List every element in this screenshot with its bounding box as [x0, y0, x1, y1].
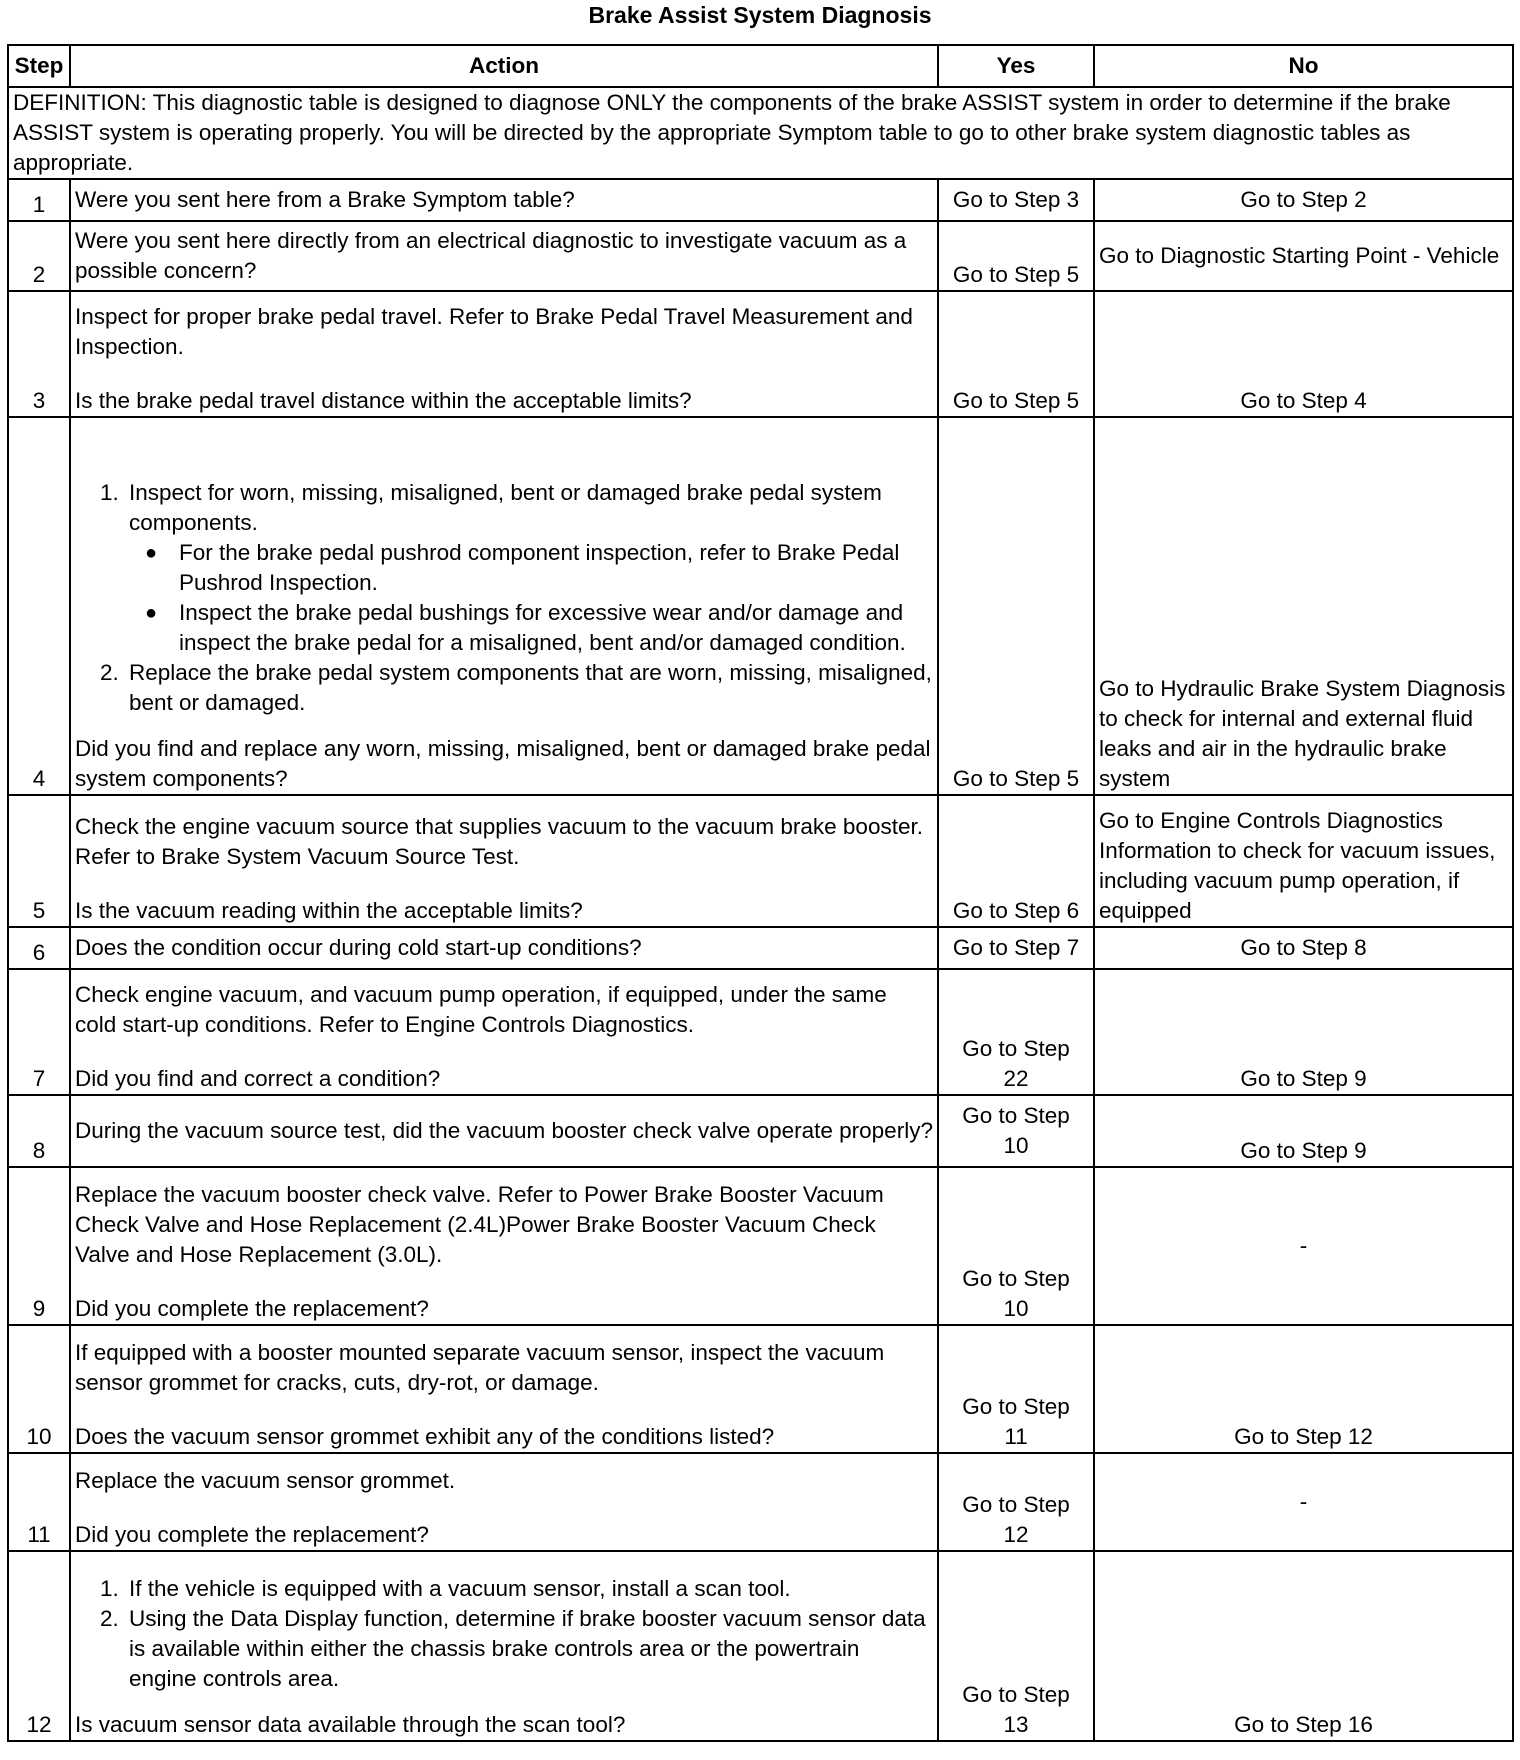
yes-link-label: Go to Step	[962, 1682, 1070, 1707]
table-row	[8, 179, 1513, 221]
yes-link-number: 13	[1003, 1712, 1029, 1737]
list-item: 1. If the vehicle is equipped with a vacuum sensor, install a scan tool.	[125, 1574, 933, 1604]
table-row	[8, 927, 1513, 969]
table-row	[8, 1453, 1513, 1551]
yes-link-number: 11	[1004, 1424, 1028, 1449]
action-text: If equipped with a booster mounted separate vacuum sensor, inspect the vacuum sensor grommet for cracks, cuts, dry-rot, or damage.	[75, 1340, 885, 1395]
yes-link[interactable]	[938, 1453, 1094, 1551]
step-number: 12	[8, 1551, 70, 1741]
action-question: Did you find and replace any worn, missing, misaligned, bent or damaged brake pedal system components?	[75, 736, 931, 791]
action-steps-list	[75, 1574, 933, 1694]
no-link[interactable]: Go to Step 16	[1094, 1551, 1513, 1741]
definition-row	[8, 87, 1513, 179]
step-number: 6	[8, 927, 70, 969]
action-text: During the vacuum source test, did the vacuum booster check valve operate properly?	[70, 1095, 938, 1167]
list-item-text: Inspect for worn, missing, misaligned, bent or damaged brake pedal system components.	[129, 480, 882, 535]
yes-link-number: 10	[1003, 1296, 1029, 1321]
action-text: Check engine vacuum, and vacuum pump operation, if equipped, under the same cold start-up conditions. Refer to Engine Controls Diagnostics.	[75, 982, 887, 1037]
yes-link-number: 22	[1003, 1066, 1029, 1091]
yes-link-label: Go to Step	[962, 1036, 1070, 1061]
table-row	[8, 1325, 1513, 1453]
yes-link[interactable]: Go to Step 7	[938, 927, 1094, 969]
table-row	[8, 1551, 1513, 1741]
action-cell	[70, 1551, 938, 1741]
action-text: Does the condition occur during cold start-up conditions?	[70, 927, 938, 969]
table-row	[8, 969, 1513, 1095]
header-step: Step	[8, 45, 70, 87]
no-link[interactable]: Go to Step 9	[1094, 1095, 1513, 1167]
step-number: 1	[8, 179, 70, 221]
action-text: Replace the vacuum sensor grommet.	[75, 1468, 456, 1493]
bullet-item: ● Inspect the brake pedal bushings for excessive wear and/or damage and inspect the brake pedal for a misaligned, bent and/or damaged condition.	[175, 598, 933, 658]
yes-link[interactable]: Go to Step 5	[938, 291, 1094, 417]
no-link[interactable]: Go to Step 2	[1094, 179, 1513, 221]
action-text: Check the engine vacuum source that supplies vacuum to the vacuum brake booster. Refer to Brake System Vacuum Source Test.	[75, 814, 923, 869]
step-number: 11	[8, 1453, 70, 1551]
list-item	[125, 478, 933, 658]
header-yes: Yes	[938, 45, 1094, 87]
no-link: -	[1094, 1167, 1513, 1325]
yes-link[interactable]: Go to Step 5	[938, 417, 1094, 795]
table-row	[8, 1095, 1513, 1167]
action-text: Inspect for proper brake pedal travel. Refer to Brake Pedal Travel Measurement and Inspection.	[75, 304, 913, 359]
yes-link-label: Go to Step	[962, 1103, 1070, 1128]
action-text: Replace the vacuum booster check valve. Refer to Power Brake Booster Vacuum Check Valve and Hose Replacement (2.4L)Power Brake Booster Vacuum Check Valve and Hose Replacement (3.0L).	[75, 1182, 884, 1267]
action-steps-list	[75, 478, 933, 718]
table-row	[8, 795, 1513, 927]
header-action: Action	[70, 45, 938, 87]
definition-text: DEFINITION: This diagnostic table is designed to diagnose ONLY the components of the brake ASSIST system in order to determine if the brake ASSIST system is operating properly. You will be directed by the appropriate Symptom table to go to other brake system diagnostic tables as appropriate.	[8, 87, 1513, 179]
no-link: -	[1094, 1453, 1513, 1551]
action-cell	[70, 1167, 938, 1325]
no-link[interactable]: Go to Step 12	[1094, 1325, 1513, 1453]
bullet-list	[129, 538, 933, 658]
step-number: 3	[8, 291, 70, 417]
table-row	[8, 1167, 1513, 1325]
header-no: No	[1094, 45, 1513, 87]
yes-link[interactable]: Go to Step 3	[938, 179, 1094, 221]
yes-link-label: Go to Step	[962, 1492, 1070, 1517]
action-question: Is the brake pedal travel distance within the acceptable limits?	[75, 388, 692, 413]
list-item: 2. Using the Data Display function, determine if brake booster vacuum sensor data is available within either the chassis brake controls area or the powertrain engine controls area.	[125, 1604, 933, 1694]
yes-link[interactable]	[938, 1551, 1094, 1741]
action-question: Did you complete the replacement?	[75, 1522, 429, 1547]
step-number: 10	[8, 1325, 70, 1453]
action-cell	[70, 291, 938, 417]
no-link[interactable]: Go to Step 4	[1094, 291, 1513, 417]
action-question: Is vacuum sensor data available through the scan tool?	[75, 1712, 626, 1737]
step-number: 7	[8, 969, 70, 1095]
no-link[interactable]: Go to Step 9	[1094, 969, 1513, 1095]
no-link[interactable]: Go to Hydraulic Brake System Diagnosis to check for internal and external fluid leaks and air in the hydraulic brake system	[1094, 417, 1513, 795]
action-question: Does the vacuum sensor grommet exhibit any of the conditions listed?	[75, 1424, 775, 1449]
table-row	[8, 417, 1513, 795]
action-question: Did you find and correct a condition?	[75, 1066, 441, 1091]
no-link[interactable]: Go to Step 8	[1094, 927, 1513, 969]
yes-link[interactable]: Go to Step 6	[938, 795, 1094, 927]
action-question: Is the vacuum reading within the acceptable limits?	[75, 898, 583, 923]
yes-link-number: 10	[1003, 1133, 1029, 1158]
document-title: Brake Assist System Diagnosis	[588, 2, 932, 28]
step-number: 5	[8, 795, 70, 927]
no-link[interactable]: Go to Engine Controls Diagnostics Information to check for vacuum issues, including vacuum pump operation, if equipped	[1094, 795, 1513, 927]
yes-link[interactable]	[938, 1325, 1094, 1453]
action-text: Were you sent here from a Brake Symptom table?	[70, 179, 938, 221]
yes-link-label: Go to Step	[962, 1266, 1070, 1291]
table-row	[8, 221, 1513, 291]
yes-link[interactable]	[938, 1167, 1094, 1325]
action-question: Did you complete the replacement?	[75, 1296, 429, 1321]
action-cell	[70, 795, 938, 927]
action-cell	[70, 969, 938, 1095]
step-number: 2	[8, 221, 70, 291]
step-number: 4	[8, 417, 70, 795]
step-number: 9	[8, 1167, 70, 1325]
yes-link[interactable]	[938, 969, 1094, 1095]
table-row	[8, 291, 1513, 417]
yes-link-label: Go to Step	[962, 1394, 1070, 1419]
action-cell	[70, 1325, 938, 1453]
header-row	[8, 45, 1513, 87]
step-number: 8	[8, 1095, 70, 1167]
bullet-item: ● For the brake pedal pushrod component inspection, refer to Brake Pedal Pushrod Inspection.	[175, 538, 933, 598]
no-link[interactable]: Go to Diagnostic Starting Point - Vehicle	[1094, 221, 1513, 291]
yes-link[interactable]	[938, 1095, 1094, 1167]
yes-link[interactable]: Go to Step 5	[938, 221, 1094, 291]
action-cell	[70, 1453, 938, 1551]
yes-link-number: 12	[1003, 1522, 1029, 1547]
action-cell	[70, 417, 938, 795]
action-text: Were you sent here directly from an electrical diagnostic to investigate vacuum as a possible concern?	[70, 221, 938, 291]
list-item: 2. Replace the brake pedal system components that are worn, missing, misaligned, bent or damaged.	[125, 658, 933, 718]
diagnosis-table	[7, 44, 1514, 1742]
